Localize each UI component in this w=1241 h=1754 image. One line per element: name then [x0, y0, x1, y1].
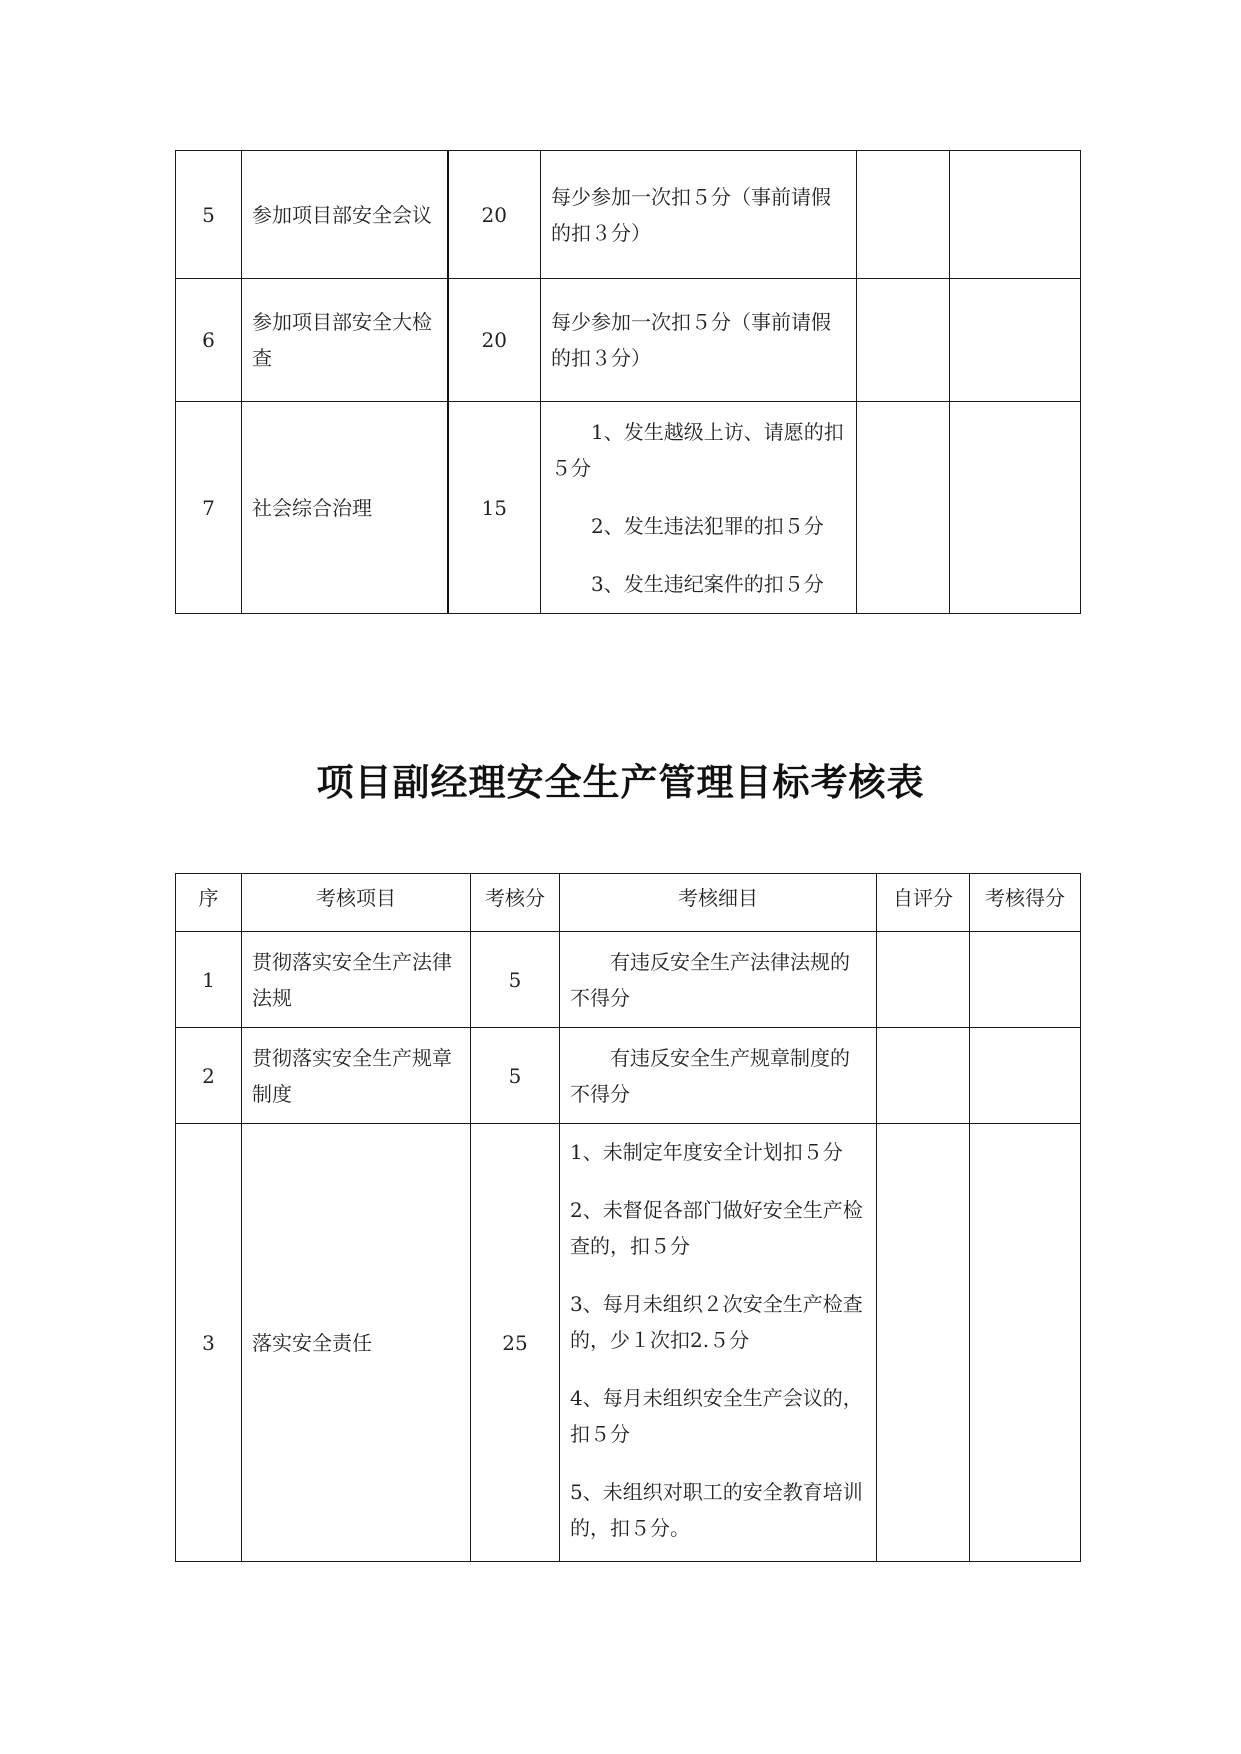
- assessment-table-continued: [175, 150, 1081, 614]
- assessment-item: 落实安全责任: [242, 1124, 471, 1562]
- self-score-cell: [877, 932, 970, 1028]
- header-item: 考核项目: [242, 874, 471, 932]
- assessment-table: [175, 873, 1081, 1562]
- assessment-item: 贯彻落实安全生产规章制度: [242, 1028, 471, 1124]
- assessment-item: 贯彻落实安全生产法律法规: [242, 932, 471, 1028]
- detail-text: 2、发生违法犯罪的扣５分: [591, 513, 824, 538]
- assessment-score: 5: [471, 932, 560, 1028]
- self-score-cell: [877, 1124, 970, 1562]
- detail-text: 5、未组织对职工的安全教育培训的，扣５分。: [570, 1480, 863, 1540]
- table-row: [176, 402, 1081, 614]
- final-score-cell: [970, 1124, 1081, 1562]
- table-row: [176, 279, 1081, 402]
- assessment-item: 参加项目部安全大检查: [242, 279, 448, 402]
- header-score: 考核分: [471, 874, 560, 932]
- assessment-score: 20: [448, 151, 541, 279]
- detail-text: 有违反安全生产规章制度的不得分: [570, 1045, 850, 1106]
- final-score-cell: [970, 1028, 1081, 1124]
- assessment-item: 社会综合治理: [242, 402, 448, 614]
- detail-text: 每少参加一次扣５分（事前请假的扣３分）: [551, 184, 831, 245]
- self-score-cell: [877, 1028, 970, 1124]
- row-number: 7: [176, 402, 242, 614]
- table-row: [176, 1124, 1081, 1562]
- self-score-cell: [857, 151, 950, 279]
- final-score-cell: [950, 402, 1081, 614]
- detail-text: 每少参加一次扣５分（事前请假的扣３分）: [551, 310, 831, 370]
- assessment-details: [560, 932, 877, 1028]
- detail-text: 3、每月未组织２次安全生产检查的，少１次扣2.５分: [570, 1292, 863, 1352]
- row-number: 5: [176, 151, 242, 279]
- assessment-score: 5: [471, 1028, 560, 1124]
- assessment-details: [541, 402, 857, 614]
- self-score-cell: [857, 402, 950, 614]
- detail-text: 4、每月未组织安全生产会议的，扣５分: [570, 1386, 863, 1446]
- header-number: 序: [176, 874, 242, 932]
- header-self-score: 自评分: [877, 874, 970, 932]
- assessment-details: [560, 1124, 877, 1562]
- assessment-item: 参加项目部安全会议: [242, 151, 448, 279]
- assessment-details: [560, 1028, 877, 1124]
- final-score-cell: [950, 279, 1081, 402]
- detail-text: 1、发生越级上访、请愿的扣５分: [551, 419, 844, 480]
- final-score-cell: [950, 151, 1081, 279]
- detail-text: 有违反安全生产法律法规的不得分: [570, 949, 850, 1010]
- assessment-details: [541, 151, 857, 279]
- self-score-cell: [857, 279, 950, 402]
- row-number: 6: [176, 279, 242, 402]
- detail-text: 1、未制定年度安全计划扣５分: [570, 1140, 843, 1164]
- row-number: 2: [176, 1028, 242, 1124]
- detail-text: 3、发生违纪案件的扣５分: [591, 571, 824, 596]
- table-row: [176, 151, 1081, 279]
- assessment-score: 15: [448, 402, 541, 614]
- assessment-details: [541, 279, 857, 402]
- row-number: 3: [176, 1124, 242, 1562]
- header-details: 考核细目: [560, 874, 877, 932]
- table-header-row: [176, 874, 1081, 932]
- assessment-score: 20: [448, 279, 541, 402]
- assessment-score: 25: [471, 1124, 560, 1562]
- table-row: [176, 932, 1081, 1028]
- table-row: [176, 1028, 1081, 1124]
- final-score-cell: [970, 932, 1081, 1028]
- detail-text: 2、未督促各部门做好安全生产检查的，扣５分: [570, 1198, 863, 1258]
- document-title: 项目副经理安全生产管理目标考核表: [316, 761, 925, 804]
- row-number: 1: [176, 932, 242, 1028]
- header-final-score: 考核得分: [970, 874, 1081, 932]
